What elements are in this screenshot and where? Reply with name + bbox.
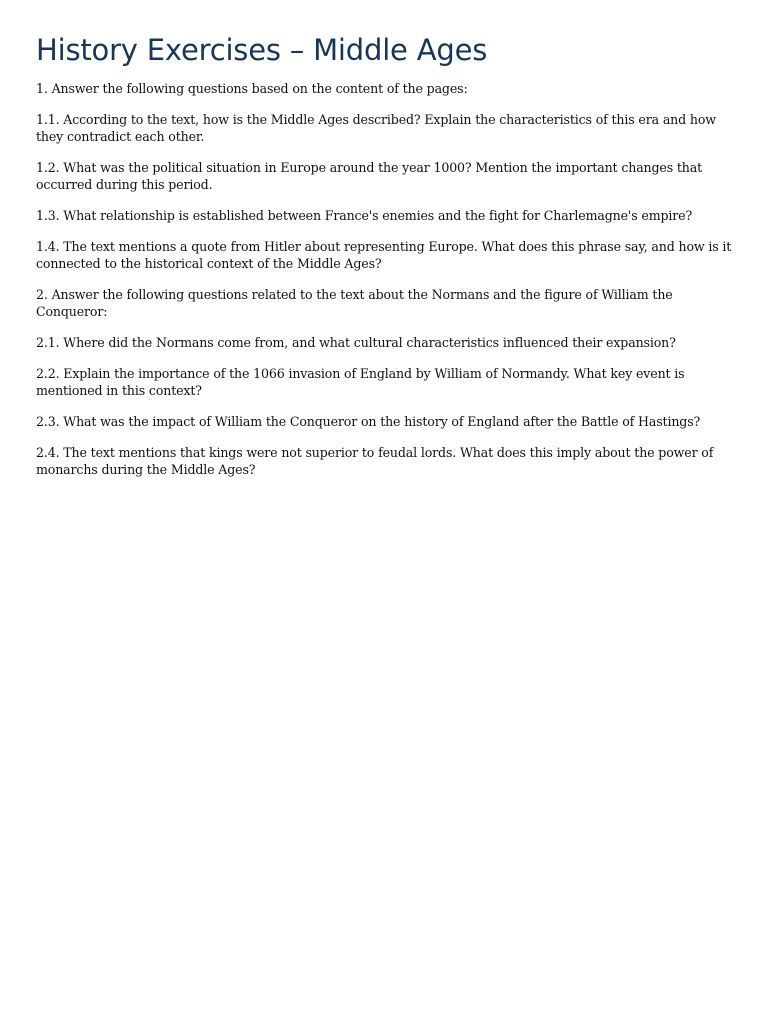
question-1-3: 1.3. What relationship is established between France's enemies and the fight for Charlemagne's empire? bbox=[36, 208, 693, 223]
question-2-3: 2.3. What was the impact of William the Conqueror on the history of England after the Battle of Hastings? bbox=[36, 414, 701, 429]
question-1-4: 1.4. The text mentions a quote from Hitler about representing Europe. What does this phrase say, and how is it connected to the historical context of the Middle Ages? bbox=[36, 239, 732, 271]
question-2-2: 2.2. Explain the importance of the 1066 invasion of England by William of Normandy. What key event is mentioned in this context? bbox=[36, 366, 685, 398]
exercise-1: 1. Answer the following questions based on the content of the pages: bbox=[36, 81, 468, 96]
question-1-2: 1.2. What was the political situation in Europe around the year 1000? Mention the important changes that occurred during this period. bbox=[36, 160, 703, 192]
question-2-1: 2.1. Where did the Normans come from, and what cultural characteristics influenced their expansion? bbox=[36, 335, 676, 350]
page-title: History Exercises – Middle Ages bbox=[36, 33, 488, 67]
question-1-1: 1.1. According to the text, how is the Middle Ages described? Explain the characteristics of this era and how they contradict each other. bbox=[36, 112, 716, 144]
exercise-2: 2. Answer the following questions related to the text about the Normans and the figure of William the Conqueror: bbox=[36, 287, 673, 319]
question-2-4: 2.4. The text mentions that kings were not superior to feudal lords. What does this imply about the power of monarchs during the Middle Ages? bbox=[36, 445, 714, 477]
